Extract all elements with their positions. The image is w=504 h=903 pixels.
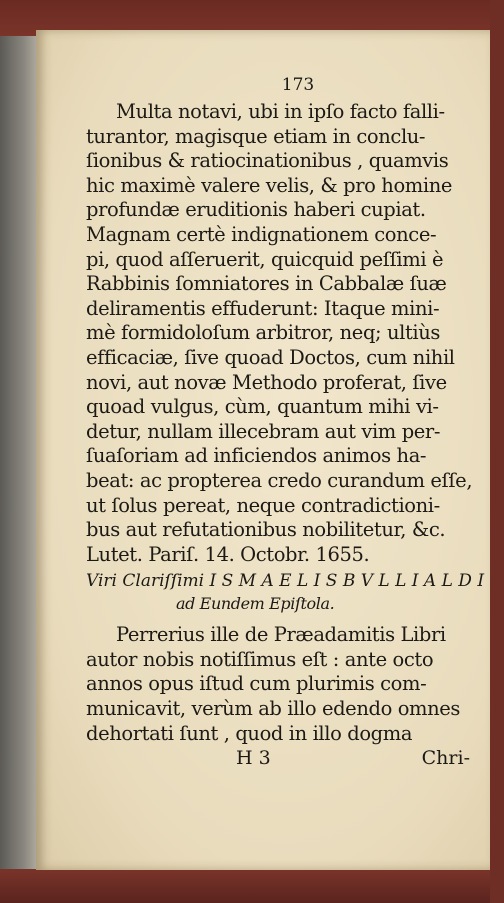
catchword: Chri- [421, 747, 470, 770]
page-text [86, 70, 485, 770]
text-line: beat: ac propterea credo curandum eſſe, [86, 468, 473, 492]
date-line: Lutet. Pariſ. 14. Octobr. 1655. [86, 542, 370, 566]
text-line: pi, quod aſſeruerit, quicquid peſſimi è [86, 247, 444, 271]
text-line: ſuaſoriam ad inficiendos animos ha- [86, 444, 427, 468]
text-line: ſionibus & ratiocinationibus , quamvis [86, 149, 449, 173]
book-spine [0, 36, 40, 869]
text-line: detur, nullam illecebram aut vim per- [86, 419, 441, 443]
text-line: Rabbinis ſomniatores in Cabbalæ ſuæ [86, 272, 447, 296]
letter-subheading: ad Eundem Epiſtola. [176, 594, 335, 614]
page-number: 173 [281, 75, 315, 95]
text-line: annos opus iſtud cum plurimis com- [86, 672, 427, 696]
text-line: autor nobis notiſſimus eſt : ante octo [86, 647, 434, 671]
text-line: Multa notavi, ubi in ipſo facto falli- [116, 100, 445, 123]
text-line: hic maximè valere velis, & pro homine [86, 173, 453, 197]
text-line: deliramentis effuderunt: Itaque mini- [86, 296, 440, 320]
text-line: efficaciæ, ſive quoad Doctos, cum nihil [86, 345, 455, 369]
text-line: bus aut refutationibus nobilitetur, &c. [86, 518, 446, 542]
text-line: novi, aut novæ Methodo proferat, ſive [86, 370, 447, 394]
book-cover-right [490, 0, 504, 903]
book-cover-bottom [0, 869, 504, 903]
text-line: municavit, verùm ab illo edendo omnes [86, 697, 461, 721]
text-line: turantor, magisque etiam in conclu- [86, 124, 426, 148]
page-footer [86, 746, 470, 770]
text-line: ut ſolus pereat, neque contradictioni- [86, 493, 440, 517]
text-line: Magnam certè indignationem conce- [86, 222, 437, 246]
text-line: mè formidoloſum arbitror, neq; ultiùs [86, 321, 441, 345]
signature-mark: H 3 [236, 747, 271, 770]
text-line: quoad vulgus, cùm, quantum mihi vi- [86, 395, 439, 419]
text-line: Perrerius ille de Præadamitis Libri [116, 623, 446, 647]
letter-heading: Viri Clariſſimi I S M A E L I S B V L L I A L D I [86, 571, 485, 592]
text-line: dehortati ſunt , quod in illo dogma [86, 721, 413, 745]
text-line: profundæ eruditionis haberi cupiat. [86, 198, 426, 222]
book-page [36, 30, 490, 870]
